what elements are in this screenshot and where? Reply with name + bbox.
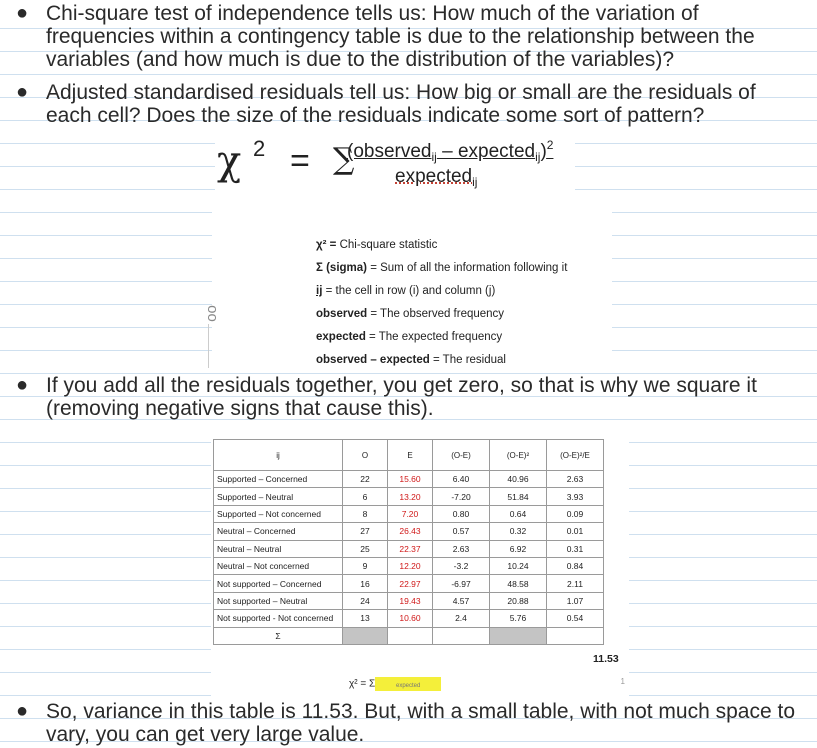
bullet-text: Chi-square test of independence tells us: How much of the variation of frequencies within a contingency table is due to the relationship between the variables (and how much is due to the distribution of the variables)? <box>46 2 755 71</box>
header-ij: ij <box>214 440 343 471</box>
table-cell: -3.2 <box>433 557 490 574</box>
table-row <box>214 488 604 505</box>
table-cell: 22.97 <box>388 575 433 592</box>
table-cell: 22.37 <box>388 540 433 557</box>
table-cell: 10.60 <box>388 610 433 627</box>
table-cell: 16 <box>343 575 388 592</box>
table-cell: 0.80 <box>433 505 490 522</box>
table-cell: Neutral – Neutral <box>214 540 343 557</box>
table-row <box>214 540 604 557</box>
table-cell: 0.32 <box>490 523 547 540</box>
formula-denominator: expected$_{ij}$ <box>395 166 478 189</box>
bullet-text: If you add all the residuals together, you get zero, so that is why we square it (removing negative signs that cause this). <box>46 374 757 420</box>
handwriting-mark-icon: oo <box>203 305 221 322</box>
table-cell: 10.24 <box>490 557 547 574</box>
table-cell: 13 <box>343 610 388 627</box>
table-cell: 2.4 <box>433 610 490 627</box>
table-cell: Not supported - Not concerned <box>214 610 343 627</box>
table-cell: 1.07 <box>547 592 604 609</box>
legend-line: Σ (sigma) = Sum of all the information following it <box>316 262 568 274</box>
formula-chi: χ <box>217 138 242 184</box>
highlighted-fraction: expected <box>375 677 441 691</box>
header-residual: (O-E) <box>433 440 490 471</box>
table-cell: 22 <box>343 471 388 488</box>
table-cell: 4.57 <box>433 592 490 609</box>
table-cell: 6 <box>343 488 388 505</box>
header-expected: E <box>388 440 433 471</box>
table-cell: 51.84 <box>490 488 547 505</box>
table-row <box>214 610 604 627</box>
page-number: 1 <box>620 677 625 686</box>
table-cell: 40.96 <box>490 471 547 488</box>
table-cell: 9 <box>343 557 388 574</box>
table-header-row <box>214 440 604 471</box>
legend-line: observed = The observed frequency <box>316 308 505 320</box>
table-row <box>214 471 604 488</box>
table-cell: 24 <box>343 592 388 609</box>
table-row <box>214 575 604 592</box>
bullet-dot-icon: ● <box>16 700 29 722</box>
table-row <box>214 557 604 574</box>
table-cell: 15.60 <box>388 471 433 488</box>
table-cell: -6.97 <box>433 575 490 592</box>
table-cell: 19.43 <box>388 592 433 609</box>
table-cell: 5.76 <box>490 610 547 627</box>
legend-line: expected = The expected frequency <box>316 331 503 343</box>
table-cell: 25 <box>343 540 388 557</box>
table-cell <box>343 627 388 644</box>
table-cell: 26.43 <box>388 523 433 540</box>
table-row <box>214 523 604 540</box>
residual-table <box>213 439 604 645</box>
table-cell: 48.58 <box>490 575 547 592</box>
bottom-formula: χ² = Σ expected <box>349 677 441 691</box>
table-cell: 0.64 <box>490 505 547 522</box>
table-row <box>214 505 604 522</box>
table-cell: Supported – Concerned <box>214 471 343 488</box>
table-cell: 12.20 <box>388 557 433 574</box>
table-cell: 13.20 <box>388 488 433 505</box>
table-cell: Neutral – Not concerned <box>214 557 343 574</box>
formula-numerator: (observed$_{ij}$ – expected$_{ij}$)$^2$ <box>347 138 554 164</box>
bullet-text: So, variance in this table is 11.53. But, with a small table, with not much space to vary, you can get very large value. <box>46 700 795 746</box>
formula-legend <box>212 204 612 372</box>
table-cell: 8 <box>343 505 388 522</box>
table-cell <box>490 627 547 644</box>
table-cell: 0.31 <box>547 540 604 557</box>
legend-line: observed – expected = The residual <box>316 354 506 366</box>
bullet-dot-icon: ● <box>16 2 29 24</box>
table-cell: Supported – Neutral <box>214 488 343 505</box>
formula-chi-sup: 2 <box>253 136 266 161</box>
legend-line: χ² = Chi-square statistic <box>316 239 438 251</box>
table-cell: 0.84 <box>547 557 604 574</box>
table-cell <box>433 627 490 644</box>
table-cell: 0.54 <box>547 610 604 627</box>
table-cell: 0.01 <box>547 523 604 540</box>
table-cell: 0.57 <box>433 523 490 540</box>
bullet-dot-icon: ● <box>16 374 29 396</box>
table-cell: Not supported – Neutral <box>214 592 343 609</box>
table-cell <box>388 627 433 644</box>
chi-square-formula <box>215 138 575 198</box>
table-cell: Not supported – Concerned <box>214 575 343 592</box>
table-cell: 6.40 <box>433 471 490 488</box>
bullet-text: Adjusted standardised residuals tell us: How big or small are the residuals of each cell? Does the size of the residuals indicate some sort of pattern? <box>46 81 756 127</box>
bullet-dot-icon: ● <box>16 81 29 103</box>
table-row <box>214 592 604 609</box>
chi-square-total: 11.53 <box>593 653 619 665</box>
formula-sigma: ∑ <box>333 142 355 177</box>
legend-line: ij = the cell in row (i) and column (j) <box>316 285 496 297</box>
table-cell: 2.11 <box>547 575 604 592</box>
table-cell <box>547 627 604 644</box>
formula-equals: = <box>290 142 310 180</box>
table-cell: Neutral – Concerned <box>214 523 343 540</box>
table-cell: 27 <box>343 523 388 540</box>
header-contribution: (O-E)²/E <box>547 440 604 471</box>
table-cell: 20.88 <box>490 592 547 609</box>
chi-square-table-image <box>211 437 629 699</box>
table-sum-row <box>214 627 604 644</box>
table-cell: 6.92 <box>490 540 547 557</box>
table-cell: 2.63 <box>433 540 490 557</box>
table-cell: Supported – Not concerned <box>214 505 343 522</box>
table-cell: 2.63 <box>547 471 604 488</box>
table-cell: 0.09 <box>547 505 604 522</box>
decorative-line <box>208 324 209 368</box>
table-cell: -7.20 <box>433 488 490 505</box>
table-cell: Σ <box>214 627 343 644</box>
header-observed: O <box>343 440 388 471</box>
header-residual-squared: (O-E)² <box>490 440 547 471</box>
table-cell: 7.20 <box>388 505 433 522</box>
table-cell: 3.93 <box>547 488 604 505</box>
